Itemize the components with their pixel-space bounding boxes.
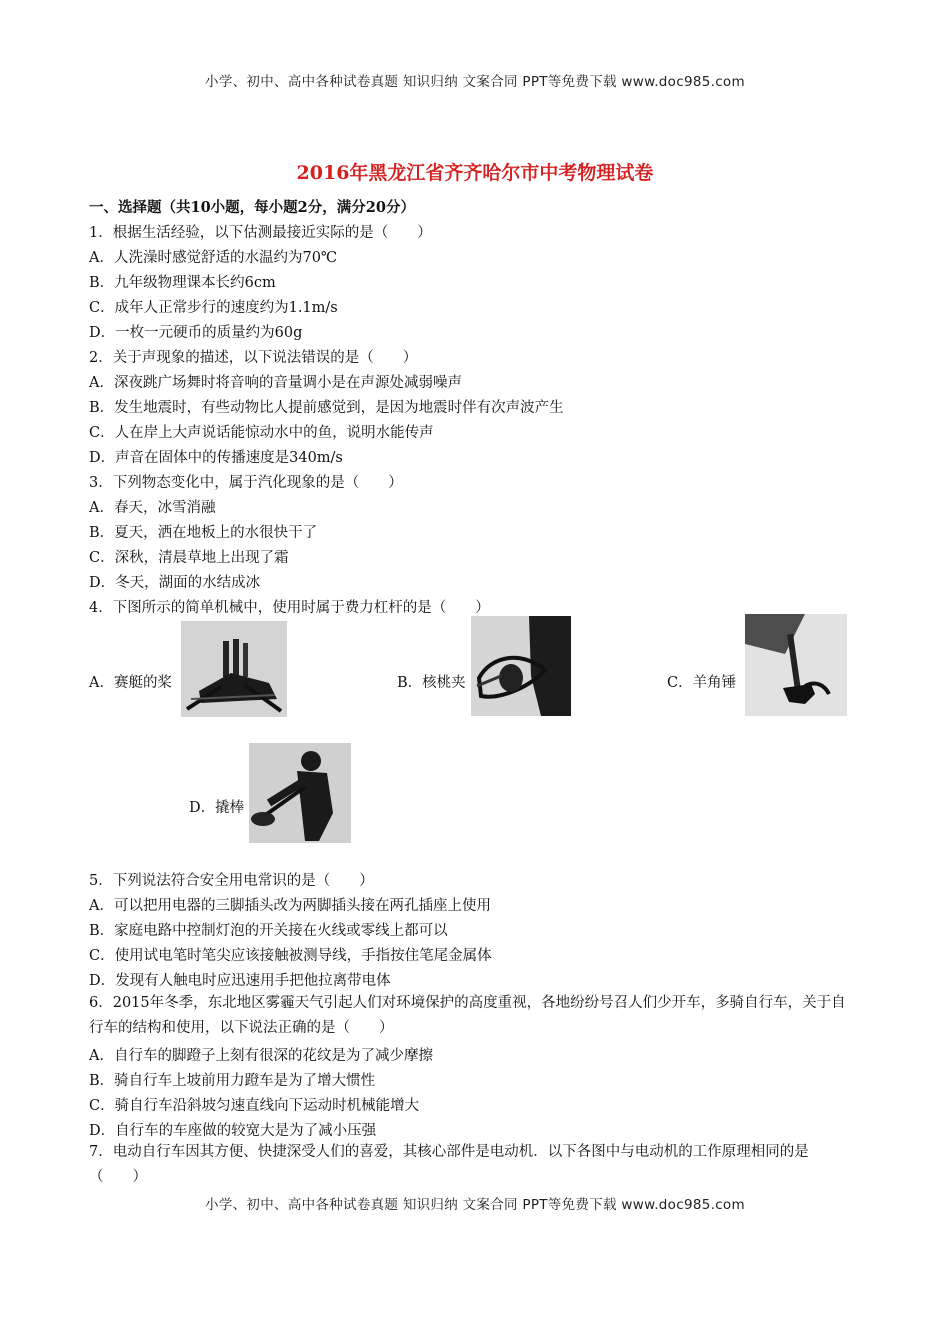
q2-option-c: C．人在岸上大声说话能惊动水中的鱼，说明水能传声 bbox=[89, 425, 434, 441]
q4-option-d: D．撬棒 bbox=[189, 800, 245, 816]
q2-option-a: A．深夜跳广场舞时将音响的音量调小是在声源处减弱噪声 bbox=[89, 375, 462, 391]
q6-option-b: B．骑自行车上坡前用力蹬车是为了增大惯性 bbox=[89, 1073, 376, 1089]
q5-option-b: B．家庭电路中控制灯泡的开关接在火线或零线上都可以 bbox=[89, 923, 448, 939]
q6-option-a: A．自行车的脚蹬子上刻有很深的花纹是为了减少摩擦 bbox=[89, 1048, 433, 1064]
rowing-oar-photo bbox=[181, 621, 287, 717]
q4-option-a: A．赛艇的桨 bbox=[89, 675, 172, 691]
q4-stem: 4．下图所示的简单机械中，使用时属于费力杠杆的是（ ） bbox=[89, 600, 490, 616]
section-heading: 一、选择题（共10小题，每小题2分，满分20分） bbox=[89, 199, 415, 216]
q4-option-c: C．羊角锤 bbox=[667, 675, 737, 691]
q2-stem: 2．关于声现象的描述，以下说法错误的是（ ） bbox=[89, 350, 418, 366]
q7-stem: 7．电动自行车因其方便、快捷深受人们的喜爱，其核心部件是电动机．以下各图中与电动机的工作原理相同的是（ ） bbox=[89, 1144, 809, 1185]
nutcracker-photo bbox=[471, 616, 571, 716]
q1-option-b: B．九年级物理课本长约6cm bbox=[89, 275, 276, 291]
page-footer: 小学、初中、高中各种试卷真题 知识归纳 文案合同 PPT等免费下载 www.doc985.com bbox=[205, 1197, 745, 1213]
q1-option-c: C．成年人正常步行的速度约为1.1m/s bbox=[89, 300, 338, 316]
exam-title: 2016年黑龙江省齐齐哈尔市中考物理试卷 bbox=[296, 162, 654, 184]
q1-option-a: A．人洗澡时感觉舒适的水温约为70℃ bbox=[89, 250, 338, 266]
q3-option-a: A．春天，冰雪消融 bbox=[89, 500, 216, 516]
q5-stem: 5．下列说法符合安全用电常识的是（ ） bbox=[89, 873, 374, 889]
q3-option-b: B．夏天，洒在地板上的水很快干了 bbox=[89, 525, 318, 541]
claw-hammer-photo bbox=[745, 614, 847, 716]
q2-option-b: B．发生地震时，有些动物比人提前感觉到，是因为地震时伴有次声波产生 bbox=[89, 400, 564, 416]
q3-option-d: D．冬天，湖面的水结成冰 bbox=[89, 575, 261, 591]
crowbar-photo bbox=[249, 743, 351, 843]
q5-option-c: C．使用试电笔时笔尖应该接触被测导线，手指按住笔尾金属体 bbox=[89, 948, 492, 964]
q4-option-b: B．核桃夹 bbox=[397, 675, 466, 691]
page-header: 小学、初中、高中各种试卷真题 知识归纳 文案合同 PPT等免费下载 www.doc985.com bbox=[205, 74, 745, 90]
q1-option-d: D．一枚一元硬币的质量约为60g bbox=[89, 325, 303, 341]
q6-option-d: D．自行车的车座做的较宽大是为了减小压强 bbox=[89, 1123, 377, 1139]
q6-stem: 6．2015年冬季，东北地区雾霾天气引起人们对环境保护的高度重视，各地纷纷号召人们少开车，多骑自行车，关于自行车的结构和使用，以下说法正确的是（ ） bbox=[89, 995, 846, 1036]
q5-option-a: A．可以把用电器的三脚插头改为两脚插头接在两孔插座上使用 bbox=[89, 898, 491, 914]
q3-stem: 3．下列物态变化中，属于汽化现象的是（ ） bbox=[89, 475, 403, 491]
q1-stem: 1．根据生活经验，以下估测最接近实际的是（ ） bbox=[89, 225, 432, 241]
q3-option-c: C．深秋，清晨草地上出现了霜 bbox=[89, 550, 289, 566]
q5-option-d: D．发现有人触电时应迅速用手把他拉离带电体 bbox=[89, 973, 391, 989]
q2-option-d: D．声音在固体中的传播速度是340m/s bbox=[89, 450, 343, 466]
q6-option-c: C．骑自行车沿斜坡匀速直线向下运动时机械能增大 bbox=[89, 1098, 420, 1114]
